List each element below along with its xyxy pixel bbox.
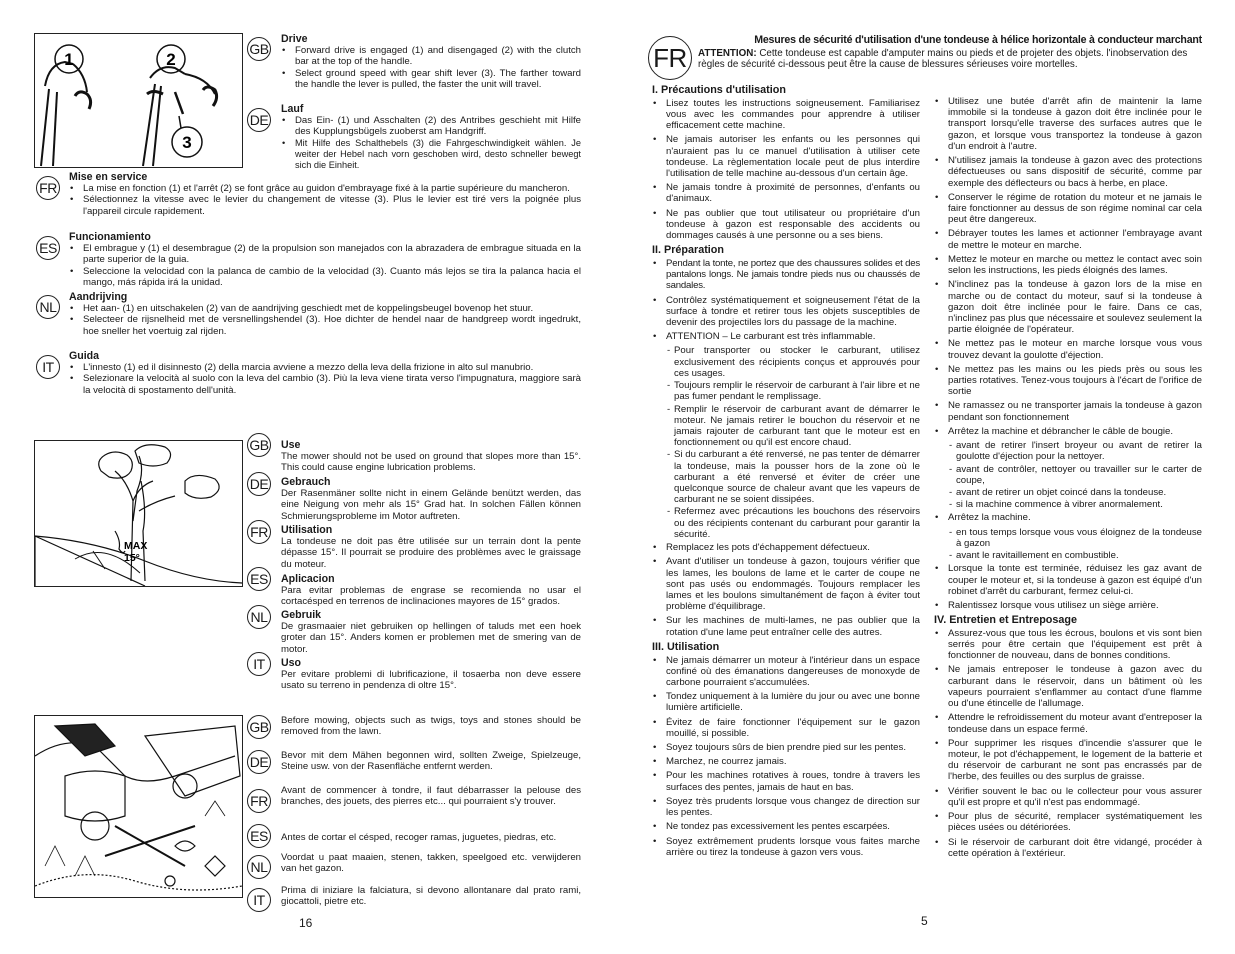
list-item: • Ralentissez lorsque vous utilisez un siège arrière. xyxy=(934,600,1202,611)
debris-drawing xyxy=(35,716,242,897)
debris-es-text: Antes de cortar el césped, recoger ramas, juguetes, piedras, etc. xyxy=(281,832,557,843)
lang-badge-es: ES xyxy=(247,567,271,591)
lang-badge-nl: NL xyxy=(247,855,271,879)
list-item: • Conserver le régime de rotation du moteur et ne jamais le faire fonctionner au dessus de son régime nominal car cela peut être dangereux. xyxy=(934,192,1202,226)
slope-de-block xyxy=(281,476,581,522)
lang-badge-fr: FR xyxy=(36,176,60,200)
slope-drawing xyxy=(35,441,242,586)
slope-es-title: Aplicacion xyxy=(281,573,335,585)
lang-badge-nl: NL xyxy=(247,605,271,629)
section-1-title: I. Précautions d'utilisation xyxy=(652,84,786,96)
safety-header xyxy=(698,34,1202,71)
debris-gb-text: Before mowing, objects such as twigs, toys and stones should be removed from the lawn. xyxy=(281,715,581,738)
dash-item: - Remplir le réservoir de carburant avant de démarrer le moteur. Ne jamais retirer le bouchon du réservoir et ne jamais rajouter de carburant tant que le moteur est en fonctionnement ou qu'il est encore chaud. xyxy=(652,404,920,449)
column-2-stop xyxy=(934,512,1202,523)
dash-item: - Pour transporter ou stocker le carburant, utilisez exclusivement des récipients conçus et approuvés pour ces usages. xyxy=(652,345,920,379)
list-item: • Pour supprimer les risques d'incendie s'assurer que le moteur, le pot d'échappement, le logement de la batterie et du réservoir de carburant ne sont pas encrassés par de l'herbe, des feuilles ou des surplus de graisse. xyxy=(934,738,1202,783)
list-item: • Ne mettez pas le moteur en marche lorsque vous vous trouvez devant la goulotte d'éjection. xyxy=(934,338,1202,360)
lang-badge-it: IT xyxy=(247,888,271,912)
slope-es-block xyxy=(281,573,581,608)
list-item: • Soyez très prudents lorsque vous changez de direction sur les pentes. xyxy=(652,796,920,818)
debris-de-text: Bevor mit dem Mähen begonnen wird, sollten Zweige, Spielzeuge, Steine usw. von der Rasenfläche entfernt werden. xyxy=(281,750,581,773)
slope-max-label: MAX xyxy=(124,540,148,552)
slope-it-block xyxy=(281,657,581,692)
lang-badge-it: IT xyxy=(247,652,271,676)
drive-fr-item: • Sélectionnez la vitesse avec le levier du changement de vitesse (3). Plus le levier est tiré vers la poignée plus l'appareil circule rapidement. xyxy=(69,194,581,217)
slope-nl-block xyxy=(281,609,581,655)
section-3-list xyxy=(652,655,920,859)
list-item: • Ne ramassez ou ne transporter jamais la tondeuse à gazon pendant son fonctionnement xyxy=(934,400,1202,422)
drive-gb-block xyxy=(281,33,581,90)
section-2-dash-list xyxy=(652,345,920,540)
section-2-list xyxy=(652,258,920,343)
slope-it-title: Uso xyxy=(281,657,302,669)
drive-de-title: Lauf xyxy=(281,103,304,115)
list-item: • Ne jamais autoriser les enfants ou les personnes qui n'auraient pas lu ce manuel d'utilisation à utiliser cete tondeuse. La règlementation locale peut de plus interdire l'utilisation de telle machine au-dessous d'un certain âge. xyxy=(652,134,920,179)
slope-gb-block xyxy=(281,439,581,474)
list-item: • Soyez toujours sûrs de bien prendre pied sur les pentes. xyxy=(652,742,920,753)
drive-it-title: Guida xyxy=(69,350,100,362)
drive-es-block xyxy=(69,231,581,288)
column-2-list xyxy=(934,96,1202,437)
list-item: • Tondez uniquement à la lumière du jour ou avec une bonne lumière artificielle. xyxy=(652,691,920,713)
drive-fr-title: Mise en service xyxy=(69,171,148,183)
handle-illustration xyxy=(34,33,243,168)
drive-gb-title: Drive xyxy=(281,33,308,45)
dash-item: - avant le ravitaillement en combustible. xyxy=(934,550,1202,561)
drive-it-item: • Selezionare la velocità al suolo con la leva del cambio (3). Più la leva viene tirata verso l'impugnatura, maggiore sarà la velocità di spostamento dell'unità. xyxy=(69,373,581,396)
attention-text: Cette tondeuse est capable d'amputer mains ou pieds et de projeter des objets. l'inobservation des règles de sécurité ci-dessous peut être la cause de blessures sérieuses voire mortelles. xyxy=(698,47,1188,71)
drive-de-item: • Mit Hilfe des Schalthebels (3) die Fahrgeschwindigkeit wählen. Je weiter der Hebel nach vorn geschoben wird, desto schneller bewegt sich die Einheit. xyxy=(281,138,581,171)
debris-it-text: Prima di iniziare la falciatura, si devono allontanare dal prato rami, giocattoli, pietre etc. xyxy=(281,885,581,908)
drive-es-item: • Seleccione la velocidad con la palanca de cambio de la velocidad (3). Cuanto más lejos se tira la palanca hacia el mango, más rápida irá la unidad. xyxy=(69,266,581,289)
slope-nl-title: Gebruik xyxy=(281,609,322,621)
drive-de-block xyxy=(281,103,581,170)
drive-es-title: Funcionamiento xyxy=(69,231,151,243)
drive-it-block xyxy=(69,350,581,396)
debris-illustration xyxy=(34,715,243,898)
list-item: • Ne jamais entreposer le tondeuse à gazon avec du carburant dans le réservoir, dans un bâtiment où les vapeurs pourraient s'enflammer au contact d'une flamme ou d'une étincelle de l'allumage. xyxy=(934,664,1202,709)
slope-fr-block xyxy=(281,524,581,570)
section-1-list xyxy=(652,98,920,242)
section-2-title: II. Préparation xyxy=(652,244,724,257)
list-item: • Remplacez les pots d'échappement défectueux. xyxy=(652,542,920,553)
lang-badge-de: DE xyxy=(247,472,271,496)
slope-illustration xyxy=(34,440,243,587)
list-item: • Attendre le refroidissement du moteur avant d'entreposer la tondeuse dans un espace fermé. xyxy=(934,712,1202,734)
list-item: • Arrêtez la machine et débrancher le câble de bougie. xyxy=(934,426,1202,437)
drive-gb-item: • Select ground speed with gear shift lever (3). The farther toward the handle the lever is pulled, the faster the unit will travel. xyxy=(281,68,581,91)
dash-item: - avant de contrôler, nettoyer ou travailler sur le carter de coupe, xyxy=(934,464,1202,486)
slope-nl-text: De grasmaaier niet gebruiken op hellingen of taluds met een hoek groter dan 15°. Anders komen er problemen met de smering van de motor. xyxy=(281,621,581,655)
drive-it-item: • L'innesto (1) ed il disinnesto (2) della marcia avviene a mezzo della leva della frizione in alto sul manubrio. xyxy=(69,362,581,373)
lang-badge-es: ES xyxy=(36,236,60,260)
lang-badge-fr: FR xyxy=(247,789,271,813)
list-item: • Utilisez une butée d'arrêt afin de maintenir la lame immobile si la tondeuse à gazon doit être inclinée pour le transport lorsqu'elle traverse des surfaces autres que le gazon, et lorsque vous transportez la tondeuse à gazon d'un endroit à l'autre. xyxy=(934,96,1202,152)
slope-de-text: Der Rasenmäner sollte nicht in einem Gelände benützt werden, das eine Neigung von mehr als 15° Grad hat. In solchen Fällen können Schmierungsprobleme im Motor auftreten. xyxy=(281,488,581,522)
debris-nl-text: Voordat u paat maaien, stenen, takken, speelgoed etc. verwijderen van het gazon. xyxy=(281,852,581,875)
list-item: • N'utilisez jamais la tondeuse à gazon avec des protections défectueuses ou sans dispositif de sécurité, comme par exemple des déflecteurs ou bacs à herbe, en place. xyxy=(934,155,1202,189)
list-item: • Pour les machines rotatives à roues, tondre à travers les surfaces des pentes, jamais de haut en bas. xyxy=(652,770,920,792)
drive-gb-item: • Forward drive is engaged (1) and disengaged (2) with the clutch bar at the top of the handle. xyxy=(281,45,581,68)
section-4-list xyxy=(934,628,1202,859)
list-item: • Débrayer toutes les lames et actionner l'embrayage avant de mettre le moteur en marche. xyxy=(934,228,1202,250)
drive-fr-item: • La mise en fonction (1) et l'arrêt (2) se font grâce au guidon d'embrayage fixé à la partie supérieure du mancheron. xyxy=(69,183,581,194)
dash-item: - Toujours remplir le réservoir de carburant à l'air libre et ne pas fumer pendant le remplissage. xyxy=(652,380,920,402)
page-number-right: 5 xyxy=(921,914,928,928)
list-item: • Arrêtez la machine. xyxy=(934,512,1202,523)
section-4-title: IV. Entretien et Entreposage xyxy=(934,614,1078,627)
lang-badge-it: IT xyxy=(36,355,60,379)
slope-gb-text: The mower should not be used on ground that slopes more than 15°. This could cause engine lubrication problems. xyxy=(281,451,581,474)
slope-es-text: Para evitar problemas de engrase se recomienda no usar el cortacésped en terrenos de inclinaciones mayores de 15° grados. xyxy=(281,585,581,608)
lang-badge-gb: GB xyxy=(247,37,271,61)
drive-nl-title: Aandrijving xyxy=(69,291,128,303)
slope-gb-title: Use xyxy=(281,439,301,451)
dash-item: - Si du carburant a été renversé, ne pas tenter de démarrer la tondeuse, mais la pousser hors de la zone où le carburant a été renversé et éviter de créer une quelconque source de chaleur avant que les vapeurs de carburant ne se soient dissipées. xyxy=(652,449,920,505)
list-item: • Assurez-vous que tous les écrous, boulons et vis sont bien serrés pour être certain que l'équipement est prêt à fonctionner de nouveau, dans de bonnes conditions. xyxy=(934,628,1202,662)
dash-item: - avant de retirer l'insert broyeur ou avant de retirer la goulotte d'éjection pour la nettoyer. xyxy=(934,440,1202,462)
attention-label: ATTENTION: xyxy=(698,47,757,59)
list-item: • ATTENTION – Le carburant est très inflammable. xyxy=(652,331,920,342)
slope-de-title: Gebrauch xyxy=(281,476,331,488)
list-item: • Ne jamais démarrer un moteur à l'intérieur dans un espace confiné où des émanations dangereuses de monoxyde de carbone pourraient s'accumulées. xyxy=(652,655,920,689)
lang-badge-de: DE xyxy=(247,108,271,132)
drive-fr-block xyxy=(69,171,581,217)
slope-fr-text: La tondeuse ne doit pas être utilisée sur un terrain dont la pente dépasse 15°. Il pourrait se produire des problèmes avec le graissage du moteur. xyxy=(281,536,581,570)
safety-attention xyxy=(698,48,1202,72)
lang-badge-gb: GB xyxy=(247,715,271,739)
lang-badge-nl: NL xyxy=(36,295,60,319)
list-item: • Mettez le moteur en marche ou mettez le contact avec soin selon les instructions, les pieds éloignés des lames. xyxy=(934,254,1202,276)
list-item: • Contrôlez systématiquement et soigneusement l'état de la surface à tondre et retirer tous les objets susceptibles de devenir des projectiles lors du passage de la machine. xyxy=(652,295,920,329)
list-item: • Évitez de faire fonctionner l'équipement sur le gazon mouillé, si possible. xyxy=(652,717,920,739)
safety-title: Mesures de sécurité d'utilisation d'une tondeuse à hélice horizontale à conducteur marchant xyxy=(754,34,1202,46)
safety-column-2 xyxy=(934,96,1202,862)
column-2-list-cont xyxy=(934,563,1202,611)
lang-badge-gb: GB xyxy=(247,433,271,457)
drive-de-item: • Das Ein- (1) und Asschalten (2) des Antribes geschieht mit Hilfe des Kupplungsbügels zuoberst am Handgriff. xyxy=(281,115,581,138)
drive-nl-block xyxy=(69,291,581,337)
list-item: • N'inclinez pas la tondeuse à gazon lors de la mise en marche ou de contact du moteur, sauf si la tondeuse à gazon doit être inclinée pour le faire. Dans ce cas, n'inclinez pas plus que nécessaire et soulevez seulement la partie éloignée de l'opérateur. xyxy=(934,279,1202,335)
list-item: • Vérifier souvent le bac ou le collecteur pour vous assurer qu'il est propre et qu'il n'est pas endommagé. xyxy=(934,786,1202,808)
slope-it-text: Per evitare problemi di lubrificazione, il tosaerba non deve essere usato su terreno in pendenza di oltre 15°. xyxy=(281,669,581,692)
dash-item: - si la machine commence à vibrer anormalement. xyxy=(934,499,1202,510)
list-item: • Ne tondez pas excessivement les pentes escarpées. xyxy=(652,821,920,832)
drive-es-item: • El embrague y (1) el desembrague (2) de la propulsion son manejados con la abrazadera de embrague situada en la parte superior de la guia. xyxy=(69,243,581,266)
fig-label-2: 2 xyxy=(166,50,176,69)
list-item: • Pour plus de sécurité, remplacer systématiquement les pièces usées ou détériorées. xyxy=(934,811,1202,833)
list-item: • Ne mettez pas les mains ou les pieds près ou sous les parties rotatives. Tenez-vous toujours à l'écart de l'orifice de sortie xyxy=(934,364,1202,398)
list-item: • Lorsque la tonte est terminée, réduisez les gaz avant de couper le moteur et, si la tondeuse à gazon est équipé d'un robinet d'arrêt du carburant, fermez celui-ci. xyxy=(934,563,1202,597)
list-item: • Avant d'utiliser un tondeuse à gazon, toujours vérifier que les lames, les boulons de lame et le carter de coupe ne sont pas usés ou endommagés. Toujours remplacer les lames et les boulons simultanément de façon à éviter tout problème d'équilibrage. xyxy=(652,556,920,612)
fig-label-3: 3 xyxy=(182,133,192,152)
dash-item: - avant de retirer un objet coincé dans la tondeuse. xyxy=(934,487,1202,498)
debris-fr-text: Avant de commencer à tondre, il faut débarrasser la pelouse des branches, des jouets, des pierres etc... qui pourraient s'y trouver. xyxy=(281,785,581,808)
lang-badge-es: ES xyxy=(247,824,271,848)
list-item: • Marchez, ne courrez jamais. xyxy=(652,756,920,767)
fig-label-1: 1 xyxy=(64,50,74,69)
page-number-left: 16 xyxy=(299,916,313,930)
list-item: • Soyez extrêmement prudents lorsque vous faites marche arrière ou tirez la tondeuse à gazon vers vous. xyxy=(652,836,920,858)
column-2-dash-list-1 xyxy=(934,440,1202,510)
slope-fr-title: Utilisation xyxy=(281,524,333,536)
column-2-dash-list-2 xyxy=(934,527,1202,562)
safety-column-1 xyxy=(652,82,920,861)
list-item: • Pendant la tonte, ne portez que des chaussures solides et des pantalons longs. Ne jamais tondre pieds nus ou chaussés de sandales. xyxy=(652,258,920,292)
list-item: • Si le réservoir de carburant doit être vidangé, procéder à cette opération à l'extérieur. xyxy=(934,837,1202,859)
dash-item: - Refermez avec précautions les bouchons des réservoirs ou des récipients contenant du carburant pour garantir la sécurité. xyxy=(652,506,920,540)
handle-drawing xyxy=(35,34,242,167)
lang-badge-de: DE xyxy=(247,750,271,774)
drive-nl-item: • Het aan- (1) en uitschakelen (2) van de aandrijving geschiedt met de koppelingsbeugel bovenop het stuur. xyxy=(69,303,581,314)
lang-badge-fr: FR xyxy=(247,520,271,544)
list-item: • Ne pas oublier que tout utilisateur ou propriétaire d'un tondeuse à gazon est responsable des accidents ou dommages causés à une personne ou a ses biens. xyxy=(652,208,920,242)
list-item: • Sur les machines de multi-lames, ne pas oublier que la rotation d'une lame peut entraîner celle des autres. xyxy=(652,615,920,637)
dash-item: - en tous temps lorsque vous vous éloignez de la tondeuse à gazon xyxy=(934,527,1202,549)
section-2-list-cont xyxy=(652,542,920,638)
slope-deg-label: 15° xyxy=(124,552,140,564)
drive-nl-item: • Selecteer de rijsnelheid met de versnellingshendel (3). Hoe dichter de hendel naar de handgreep wordt ingedrukt, hoe sneller het voertuig zal rijden. xyxy=(69,314,581,337)
list-item: • Lisez toutes les instructions soigneusement. Familiarisez vous avec les commandes pour apprendre à utiliser efficacement cette machine. xyxy=(652,98,920,132)
list-item: • Ne jamais tondre à proximité de personnes, d'enfants ou d'animaux. xyxy=(652,182,920,204)
lang-badge-fr-large: FR xyxy=(648,36,692,80)
section-3-title: III. Utilisation xyxy=(652,640,720,653)
